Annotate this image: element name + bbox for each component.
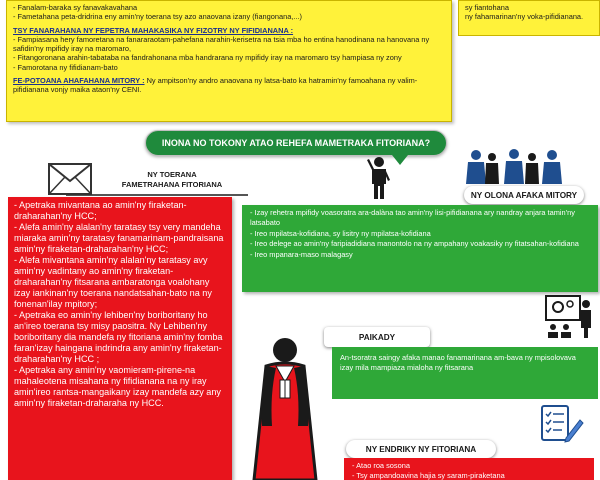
- paikady-title-text: PAIKADY: [358, 332, 396, 342]
- top-line: - Fametahana peta-dridrina eny amin'ny toerana tsy azo anaovana izany (fiangonana,...): [13, 12, 302, 22]
- afaka-title: [464, 186, 584, 204]
- top-right-line: sy fiantohana: [465, 3, 509, 12]
- envelope-icon: [48, 163, 92, 200]
- endriky-list: [344, 458, 594, 480]
- person-icon: [366, 156, 392, 205]
- endriky-item: - Atao roa sosona: [352, 461, 410, 470]
- toerana-item: - Alefa amin'ny alalan'ny taratasy tsy very mandeha miaraka amin'ny taratasy fanamarinam-pandraisana amin'ny firaketan-draharahan'ny HCC;: [14, 222, 224, 254]
- afaka-item: - Ireo mpanara-maso malagasy: [250, 249, 353, 259]
- question-text: INONA NO TOKONY ATAO REHEFA MAMETRAKA FITORIANA?: [161, 138, 431, 148]
- top-info-panel: [6, 0, 452, 122]
- toerana-title: [66, 164, 248, 196]
- afaka-item: - Ireo delege ao amin'ny faripiadidiana manontolo na ny ampahany voakasiky ny fitatsahan-kofidiana: [250, 239, 579, 249]
- afaka-list: [242, 205, 598, 292]
- section-title: TSY FANARAHANA NY FEPETRA MAHAKASIKA NY FIZOTRY NY FIFIDIANANA :: [13, 25, 294, 35]
- toerana-title-line1: NY TOERANA: [147, 170, 197, 179]
- ahafahana-paragraph: [13, 76, 445, 95]
- section-line: - Fampiasana hery famoretana na fanararaotam-pahefana narahin-kerisetra na tsia mba ho entina hanodinana na hanovana ny safidin'ny mpifidy iray na maromaro,: [13, 34, 430, 54]
- ahafahana-text: Ny ampitson'ny andro anaovana ny latsa-bato ka hatramin'ny famoahana ny valim-pifidianana vonjy maika ataon'ny CENI.: [13, 76, 418, 95]
- top-line: - Fanalam-baraka sy fanavakavahana: [13, 3, 138, 12]
- afaka-item: - Ireo mpilatsa-kofidiana, sy lisitry ny mpilatsa-kofidiana: [250, 228, 431, 238]
- top-right-panel: [458, 0, 600, 36]
- judge-icon: [244, 336, 326, 480]
- paikady-title: [324, 327, 430, 347]
- section-line: - Famorotana ny fifidianam-bato: [13, 62, 118, 72]
- toerana-title-line2: FAMETRAHANA FITORIANA: [121, 180, 223, 189]
- checklist-icon: [538, 404, 584, 449]
- ahafahana-title: FE-POTOANA AHAFAHANA MITORY :: [13, 76, 145, 86]
- endriky-item: - Tsy ampandoavina hajia sy saram-piraketana: [352, 471, 505, 480]
- paikady-panel: [332, 347, 598, 399]
- toerana-list: [8, 197, 232, 480]
- toerana-item: - Apetraka mivantana ao amin'ny firaketan-draharahan'ny HCC;: [14, 200, 187, 221]
- team-icon: [462, 148, 582, 191]
- toerana-item: - Apetraka any amin'ny vaomieram-pirene-na mahaleotena misahana ny fifidianana na ny iray amin'ireo rantsa-mangaikany izay mandefa azy any amin'ny firaketan-draharaha ny HCC.: [14, 365, 221, 408]
- paikady-text: An-tsoratra saingy afaka manao fanamarinana am-bava ny mpisolovava izay mila mampiaza mialoha ny fitsarana: [340, 353, 576, 373]
- presentation-icon: [544, 294, 594, 345]
- question-banner: [145, 130, 447, 156]
- top-right-line: ny fahamarinan'ny voka-pifidianana.: [465, 12, 584, 22]
- section-line: - Fitangoronana arahin-tabataba na fandrahonana mba handrarana ny mpifidy iray na maromaro tsy hampiasa ny zony: [13, 53, 402, 63]
- afaka-title-text: NY OLONA AFAKA MITORY: [470, 190, 578, 200]
- endriky-title: [346, 440, 496, 458]
- endriky-title-text: NY ENDRIKY NY FITORIANA: [365, 444, 477, 454]
- bubble-tail: [392, 155, 408, 165]
- afaka-item: - Izay rehetra mpifidy voasoratra ara-dalàna tao amin'ny lisi-pifidianana ary nandray anjara tamin'ny latsabato: [250, 208, 575, 228]
- toerana-item: - Apetraka eo amin'ny lehiben'ny boriboritany ho an'ireo toerana tsy misy paositra. Ny Lehiben'ny boriboritany dia mandefa ny fitoriana amin'ny fomba faran'izay haingana indrindra any amin'ny firaketan-draharahan'ny HCC ;: [14, 310, 223, 364]
- toerana-item: - Alefa mivantana amin'ny alalan'ny taratasy avy amin'ny vadintany ao amin'ny firaketan-draharahan'ny fitsarana ambaratonga voalohany izay iankinan'ny toerana nandatsahan-bato na ny fonenan'ilay mpitory;: [14, 255, 212, 309]
